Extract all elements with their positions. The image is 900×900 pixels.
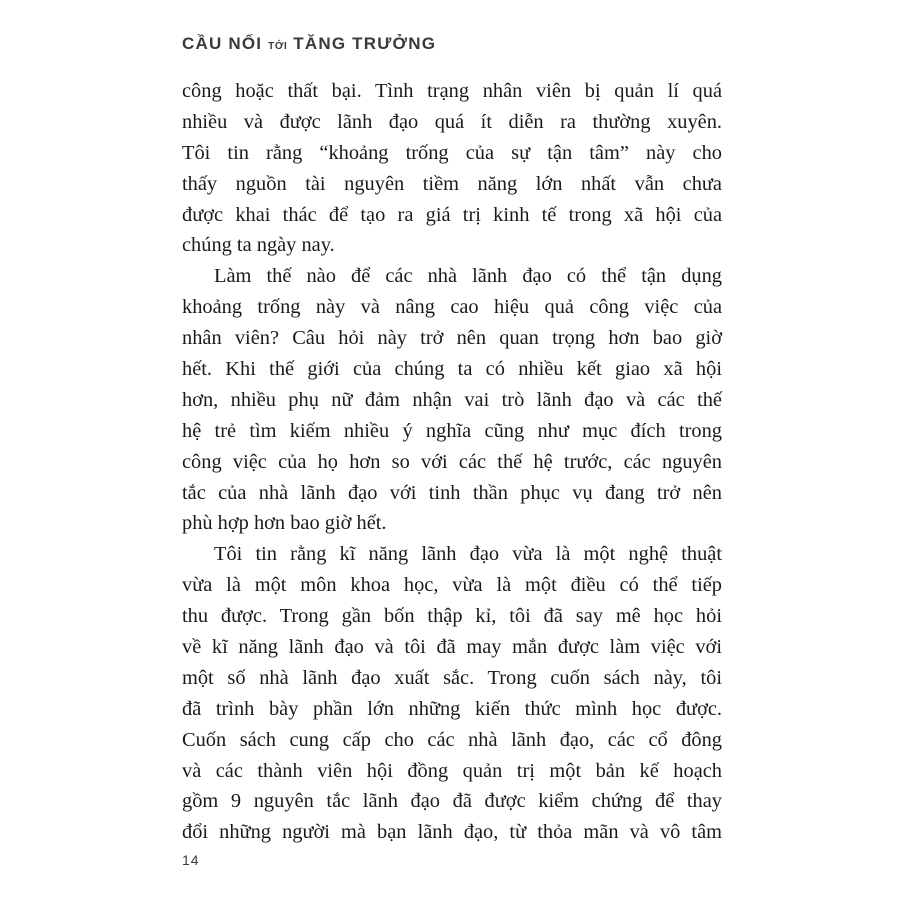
text-line: tắc của nhà lãnh đạo với tinh thần phục vụ đang trở nên [182, 481, 722, 504]
text-line: công hoặc thất bại. Tình trạng nhân viên bị quản lí quá [182, 80, 722, 102]
text-line: vừa là một môn khoa học, vừa là một điều có thể tiếp [182, 574, 722, 597]
running-head-part2: TỚI [268, 41, 288, 52]
text-line: phù hợp hơn bao giờ hết. [182, 512, 387, 535]
paragraph [182, 539, 722, 848]
text-line: và các thành viên hội đồng quản trị một bản kế hoạch [182, 759, 722, 782]
text-line: gồm 9 nguyên tắc lãnh đạo đã được kiểm chứng để thay [182, 790, 722, 813]
running-head-part3: TĂNG TRƯỞNG [293, 34, 437, 53]
text-line: Cuốn sách cung cấp cho các nhà lãnh đạo, các cổ đông [182, 728, 722, 751]
text-line: đã trình bày phần lớn những kiến thức mình học được. [182, 697, 722, 720]
body-text [182, 76, 722, 848]
text-line: nhân viên? Câu hỏi này trở nên quan trọng hơn bao giờ [182, 327, 722, 350]
text-line: được khai thác để tạo ra giá trị kinh tế trong xã hội của [182, 203, 722, 226]
text-line: hết. Khi thế giới của chúng ta có nhiều kết giao xã hội [182, 358, 722, 381]
text-line: Tôi tin rằng “khoảng trống của sự tận tâm” này cho [182, 141, 722, 164]
text-line: thu được. Trong gần bốn thập kỉ, tôi đã say mê học hỏi [182, 605, 722, 628]
text-line: công việc của họ hơn so với các thế hệ trước, các nguyên [182, 450, 722, 473]
text-line: khoảng trống này và nâng cao hiệu quả công việc của [182, 296, 722, 319]
text-line: đổi những người mà bạn lãnh đạo, từ thỏa mãn và vô tâm [182, 821, 722, 844]
text-line: thấy nguồn tài nguyên tiềm năng lớn nhất vẫn chưa [182, 172, 722, 195]
text-line: nhiều và được lãnh đạo quá ít diễn ra thường xuyên. [182, 110, 722, 133]
running-head-part1: CẦU NỐI [182, 34, 263, 53]
text-line: Làm thế nào để các nhà lãnh đạo có thể tận dụng [214, 265, 722, 288]
page-number: 14 [182, 852, 200, 868]
text-line: Tôi tin rằng kĩ năng lãnh đạo vừa là một nghệ thuật [214, 543, 722, 566]
text-line: hơn, nhiều phụ nữ đảm nhận vai trò lãnh đạo và các thế [182, 388, 722, 411]
running-head [182, 34, 436, 54]
text-line: một số nhà lãnh đạo xuất sắc. Trong cuốn sách này, tôi [182, 666, 722, 689]
paragraph [182, 261, 722, 539]
text-line: hệ trẻ tìm kiếm nhiều ý nghĩa cũng như mục đích trong [182, 419, 722, 442]
text-line: chúng ta ngày nay. [182, 234, 335, 257]
paragraph [182, 76, 722, 261]
text-line: về kĩ năng lãnh đạo và tôi đã may mắn được làm việc với [182, 636, 722, 659]
